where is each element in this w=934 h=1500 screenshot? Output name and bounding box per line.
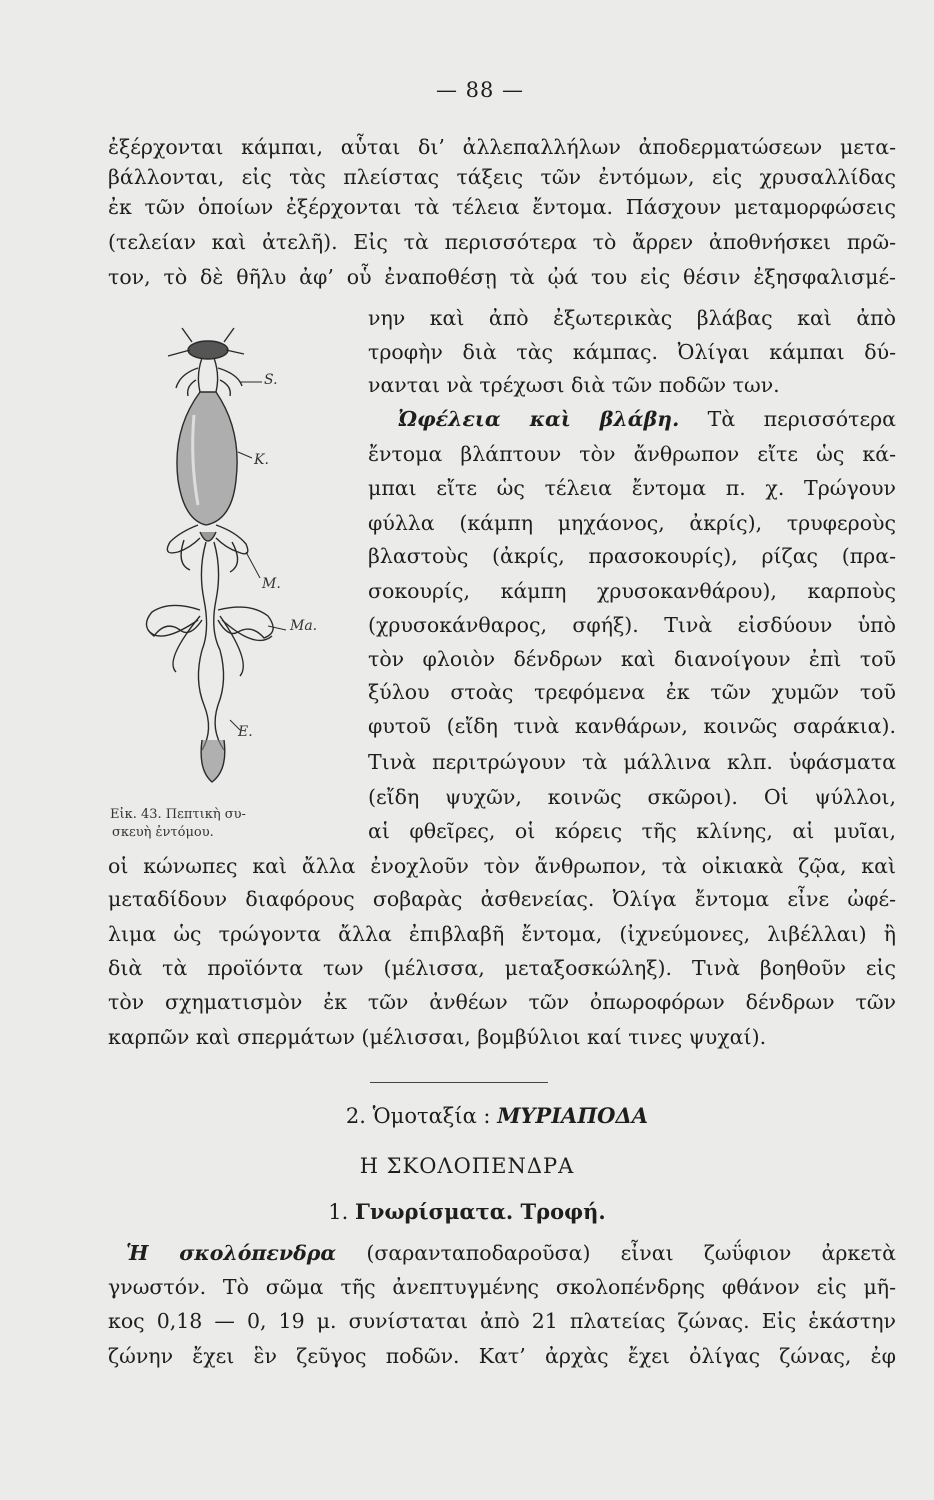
class-heading-name: ΜΥΡΙΑΠΟΔΑ — [497, 1103, 649, 1128]
text-line: σοκουρίς, κάμπη χρυσοκανθάρου), καρποὺς — [368, 579, 896, 603]
figure-digestive-system — [140, 320, 365, 790]
figure-label-k: K. — [254, 452, 269, 468]
subsection-number: 1. — [328, 1200, 355, 1224]
figure-caption — [110, 806, 360, 842]
text-line: (τελείαν καὶ ἀτελῆ). Εἰς τὰ περισσότερα τὸ ἄρρεν ἀποθνήσκει πρῶ- — [108, 230, 896, 254]
figure-label-s: S. — [264, 372, 278, 388]
text-line: μπαι εἴτε ὡς τέλεια ἔντομα π. χ. Τρώγουν — [368, 476, 896, 500]
subheading-text: Τὰ περισσότερα — [679, 407, 896, 431]
figure-label-m: M. — [262, 576, 281, 592]
text-line: αἱ φθεῖρες, οἱ κόρεις τῆς κλίνης, αἱ μυῖαι, — [368, 819, 896, 843]
term-scolopendra: Ἡ σκολόπενδρα — [126, 1241, 337, 1265]
text-line: Τινὰ περιτρώγουν τὰ μάλλινα κλπ. ὑφάσματα — [368, 750, 896, 774]
text-line: τον, τὸ δὲ θῆλυ ἀφ’ οὗ ἐναποθέσῃ τὰ ᾠά του εἰς θέσιν ἐξησφαλισμέ- — [108, 265, 896, 289]
text-line: μεταδίδουν διαφόρους σοβαρὰς ἀσθενείας. Ὀλίγα ἔντομα εἶνε ὠφέ- — [108, 887, 896, 911]
text-line: φύλλα (κάμπη μηχάονος, ἀκρίς), τρυφεροὺς — [368, 511, 896, 535]
caption-line: σκευὴ ἐντόμου. — [112, 825, 214, 840]
text-line: ζώνην ἔχει ἓν ζεῦγος ποδῶν. Κατ’ ἀρχὰς ἔχει ὀλίγας ζώνας, ἐφ — [108, 1344, 896, 1368]
text-line: ξύλου στοὰς τρεφόμενα ἐκ τῶν χυμῶν τοῦ — [368, 680, 896, 704]
caption-line: Εἰκ. 43. Πεπτικὴ συ- — [110, 807, 246, 822]
text-line: νανται νὰ τρέχωσι διὰ τῶν ποδῶν των. — [368, 373, 780, 397]
text-line: φυτοῦ (εἴδη τινὰ κανθάρων, κοινῶς σαράκια). — [368, 714, 896, 738]
subsection-title: Γνωρίσματα. Τροφή. — [355, 1199, 606, 1224]
text-line: τὸν σχηματισμὸν ἐκ τῶν ἀνθέων τῶν ὀπωροφόρων δένδρων τῶν — [108, 990, 896, 1014]
text-line: τροφὴν διὰ τὰς κάμπας. Ὀλίγαι κάμπαι δύ- — [368, 340, 896, 364]
text-line: οἱ κώνωπες καὶ ἄλλα ἐνοχλοῦν τὸν ἄνθρωπον, τὰ οἰκιακὰ ζῷα, καὶ — [108, 854, 896, 878]
text-line: γνωστόν. Τὸ σῶμα τῆς ἀνεπτυγμένης σκολοπένδρης φθάνον εἰς μῆ- — [108, 1275, 896, 1299]
chapter-title: Η ΣΚΟΛΟΠΕΝΔΡΑ — [359, 1154, 575, 1178]
section-divider — [370, 1082, 548, 1083]
text-line: ἐκ τῶν ὁποίων ἐξέρχονται τὰ τέλεια ἔντομα. Πάσχουν μεταμορφώσεις — [108, 195, 896, 219]
class-heading-prefix: 2. Ὁμοταξία : — [345, 1104, 498, 1128]
digestive-system-illustration — [140, 320, 365, 790]
text-line: βλαστοὺς (ἀκρίς, πρασοκουρίς), ρίζας (πρα- — [368, 544, 896, 568]
figure-label-ma: Ma. — [290, 618, 318, 634]
text-line: (εἴδη ψυχῶν, κοινῶς σκῶροι). Οἱ ψύλλοι, — [368, 785, 896, 809]
figure-label-e: E. — [238, 724, 253, 740]
text-line: νην καὶ ἀπὸ ἐξωτερικὰς βλάβας καὶ ἀπὸ — [368, 306, 896, 330]
text-line: ἐξέρχονται κάμπαι, αὗται δι’ ἀλλεπαλλήλων ἀποδερματώσεων μετα- — [108, 135, 896, 159]
subsection-heading — [0, 1198, 934, 1226]
text-line: διὰ τὰ προϊόντα των (μέλισσα, μεταξοσκώληξ). Τινὰ βοηθοῦν εἰς — [108, 956, 896, 980]
class-heading — [30, 1102, 934, 1130]
text-line — [126, 1240, 896, 1266]
text-line: (χρυσοκάνθαρος, σφήξ). Τινὰ εἰσδύουν ὑπὸ — [368, 613, 896, 637]
text-line: καρπῶν καὶ σπερμάτων (μέλισσαι, βομβύλιοι καί τινες ψυχαί). — [108, 1025, 767, 1049]
text-line: λιμα ὡς τρώγοντα ἄλλα ἐπιβλαβῆ ἔντομα, (ἰχνεύμονες, λιβέλλαι) ἢ — [108, 922, 896, 946]
text-line: τὸν φλοιὸν δένδρων καὶ διανοίγουν ἐπὶ τοῦ — [368, 647, 896, 671]
text-line: κος 0,18 — 0, 19 μ. συνίσταται ἀπὸ 21 πλατείας ζώνας. Εἰς ἑκάστην — [108, 1309, 896, 1333]
intro-text: (σαρανταποδαροῦσα) εἶναι ζωΰφιον ἀρκετὰ — [336, 1241, 897, 1265]
text-line: βάλλονται, εἰς τὰς πλείστας τάξεις τῶν ἐντόμων, εἰς χρυσαλλίδας — [108, 165, 896, 189]
subheading-title: Ὠφέλεια καὶ βλάβη. — [398, 407, 680, 431]
page-number: — 88 — — [435, 78, 525, 102]
subheading-line — [398, 406, 896, 432]
text-line: ἔντομα βλάπτουν τὸν ἄνθρωπον εἴτε ὡς κά- — [368, 442, 896, 466]
